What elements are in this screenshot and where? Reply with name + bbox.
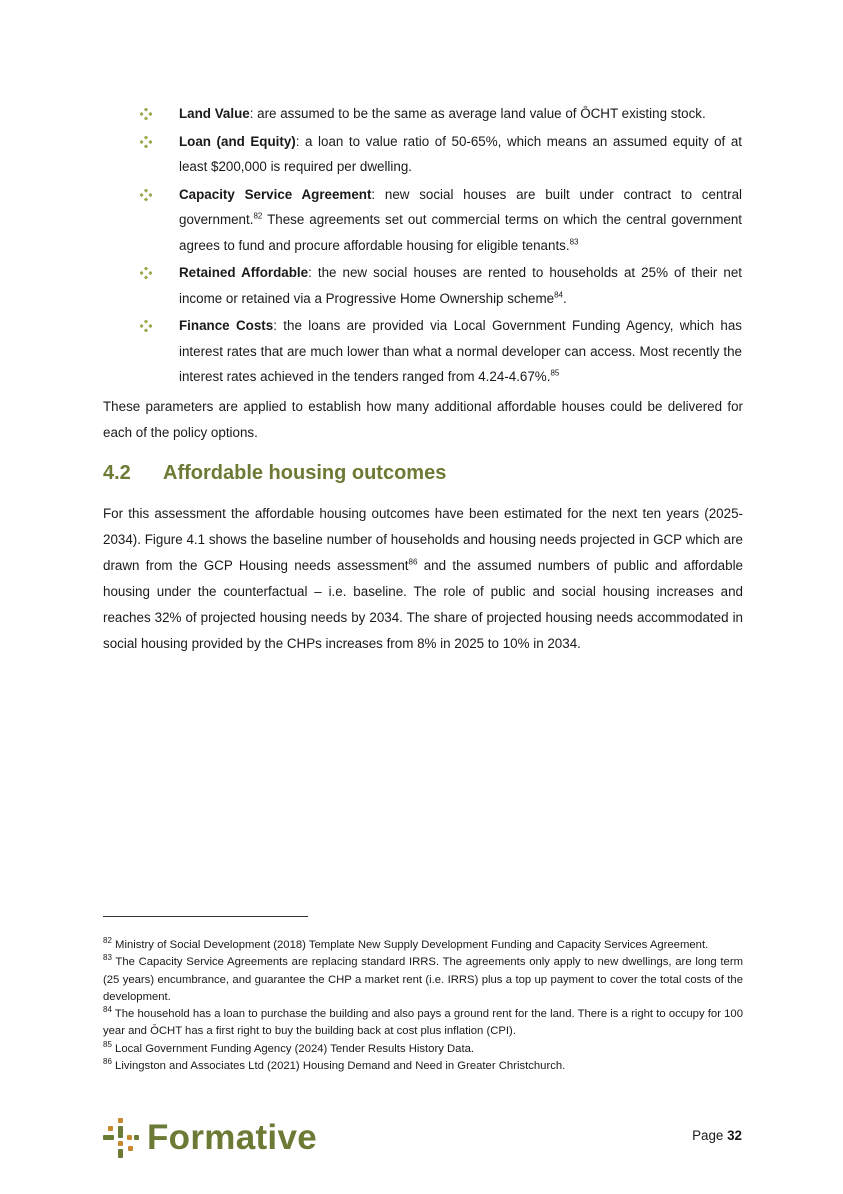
- bullet-term: Finance Costs: [179, 318, 274, 333]
- footnote-ref[interactable]: 86: [408, 557, 418, 567]
- bullet-text: : are assumed to be the same as average land value of ŌCHT existing stock.: [249, 106, 706, 121]
- bullet-text: : new social houses are built under contract to central government.: [179, 186, 742, 227]
- diamond-bullet-icon: [140, 320, 152, 332]
- footnote-text: Local Government Funding Agency (2024) Tender Results History Data.: [111, 1042, 475, 1055]
- footnotes: [103, 937, 743, 1075]
- page-number-value: 32: [727, 1128, 742, 1143]
- footnote: [103, 1006, 743, 1041]
- footnote-number: 86: [103, 1057, 112, 1067]
- footnote: [103, 1058, 743, 1075]
- list-item: [138, 313, 742, 390]
- list-item: [138, 260, 742, 311]
- formative-logo-icon: [103, 1118, 139, 1158]
- footnote: [103, 954, 743, 1006]
- body-paragraph: These parameters are applied to establish how many additional affordable houses could be delivered for each of the policy options.: [103, 399, 743, 440]
- footnote-number: 83: [103, 953, 112, 963]
- footnote-text: Ministry of Social Development (2018) Template New Supply Development Funding and Capacity Services Agreement.: [111, 939, 709, 951]
- list-item: [138, 182, 742, 259]
- section-heading: [103, 462, 446, 485]
- bullet-text: : the new social houses are rented to households at 25% of their net income or retained via a Progressive Home Ownership scheme: [179, 265, 742, 306]
- formative-logo: [103, 1117, 317, 1159]
- diamond-bullet-icon: [140, 136, 152, 148]
- footnote-number: 85: [103, 1040, 112, 1050]
- bullet-text-cont: .: [563, 290, 567, 306]
- bullet-term: Retained Affordable: [179, 265, 309, 280]
- page-number: [692, 1128, 742, 1143]
- bullet-text: : a loan to value ratio of 50-65%, which means an assumed equity of at least $200,000 is required per dwelling.: [179, 133, 742, 174]
- section-title: Affordable housing outcomes: [163, 462, 447, 484]
- page-label: Page: [692, 1128, 724, 1143]
- logo-text: Formative: [147, 1118, 317, 1157]
- footnote-ref[interactable]: 85: [550, 368, 560, 378]
- bullet-term: Land Value: [179, 106, 250, 121]
- footnote: [103, 937, 743, 954]
- footnote-ref[interactable]: 83: [569, 237, 579, 247]
- footnote-text: The Capacity Service Agreements are replacing standard IRRS. The agreements only apply to new dwellings, are long term (25 years) encumbrance, and guarantee the CHP a market rent (i.e. IRRS) plus a top up payment to cover the total costs of the development.: [103, 956, 743, 1003]
- bullet-term: Loan (and Equity): [179, 133, 296, 149]
- footnote-ref[interactable]: 84: [554, 290, 564, 300]
- parameter-list: [138, 101, 742, 392]
- footnote-ref[interactable]: 82: [253, 211, 263, 221]
- diamond-bullet-icon: [140, 189, 152, 201]
- footnote-text: The household has a loan to purchase the building and also pays a ground rent for the land. There is a right to occupy for 100 year and ŌCHT has a first right to buy the building back at cost plus inflation (CPI).: [103, 1008, 743, 1038]
- footnote-number: 82: [103, 936, 112, 946]
- list-item: [138, 101, 742, 127]
- body-paragraph: [103, 501, 743, 657]
- bullet-text: : the loans are provided via Local Government Funding Agency, which has interest rates that are much lower than what a normal developer can access. Most recently the interest rates achieved in the tenders ranged from 4.24-4.67%.: [179, 318, 743, 384]
- footnote-text: Livingston and Associates Ltd (2021) Housing Demand and Need in Greater Christchurch.: [111, 1060, 566, 1073]
- footnote-number: 84: [103, 1005, 112, 1015]
- footnote-divider: [103, 916, 308, 917]
- section-number: 4.2: [103, 462, 131, 484]
- list-item: [138, 129, 742, 180]
- paragraph-text: For this assessment the affordable housing outcomes have been estimated for the next ten years (2025-2034). Figure 4.1 shows the baseline number of households and housing needs projected in GCP which are drawn from the GCP Housing needs assessment: [103, 506, 743, 573]
- paragraph-text-cont: and the assumed numbers of public and affordable housing under the counterfactual – i.e. baseline. The role of public and social housing increases and reaches 32% of projected housing needs by 2034. The share of projected housing needs accommodated in social housing provided by the CHPs increases from 8% in 2025 to 10% in 2034.: [103, 558, 743, 651]
- footnote: [103, 1041, 743, 1058]
- diamond-bullet-icon: [140, 267, 152, 279]
- bullet-term: Capacity Service Agreement: [179, 186, 372, 202]
- bullet-text-cont: These agreements set out commercial terms on which the central government agrees to fund and procure affordable housing for eligible tenants.: [179, 212, 742, 253]
- diamond-bullet-icon: [140, 108, 152, 120]
